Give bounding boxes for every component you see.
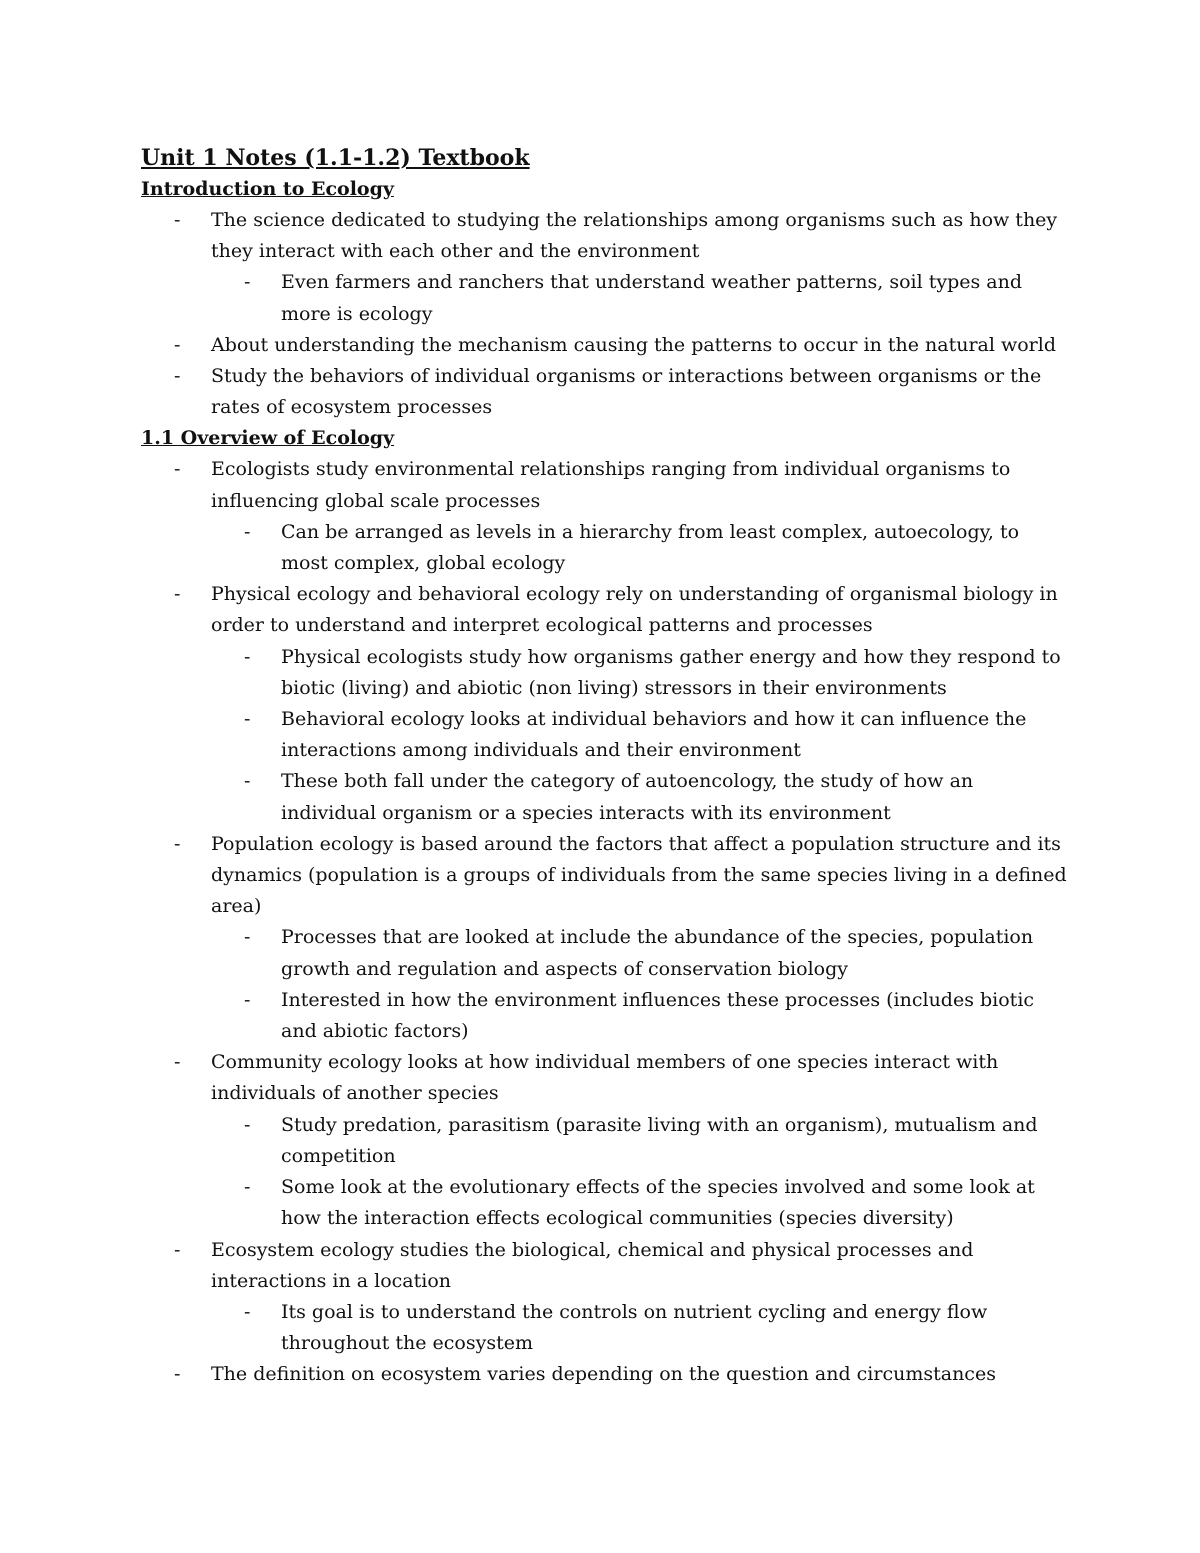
sub-list-item	[211, 704, 1071, 766]
sub-bullet-list	[211, 922, 1071, 1047]
sub-list-item-text: Some look at the evolutionary effects of the species involved and some look at how the interaction effects ecological communities (species diversity)	[281, 1176, 1035, 1230]
sub-bullet-list	[211, 1297, 1071, 1359]
bullet-dash: -	[244, 708, 251, 731]
list-item-text: Population ecology is based around the factors that affect a population structure and its dynamics (population is a groups of individuals from the same species living in a defined area)	[211, 832, 1067, 918]
list-item	[141, 1359, 1071, 1390]
bullet-list	[141, 454, 1071, 1390]
bullet-dash: -	[174, 458, 181, 481]
bullet-dash: -	[174, 333, 181, 356]
list-item	[141, 330, 1071, 361]
list-item-text: The definition on ecosystem varies depending on the question and circumstances	[211, 1363, 996, 1386]
list-item	[141, 361, 1071, 423]
sub-list-item-text: Even farmers and ranchers that understand weather patterns, soil types and more is ecology	[281, 271, 1022, 325]
sub-list-item	[211, 642, 1071, 704]
bullet-dash: -	[244, 520, 251, 543]
section-heading: Introduction to Ecology	[141, 178, 394, 200]
sub-list-item	[211, 517, 1071, 579]
bullet-dash: -	[244, 271, 251, 294]
sub-list-item-text: Physical ecologists study how organisms gather energy and how they respond to biotic (living) and abiotic (non living) stressors in their environments	[281, 645, 1061, 699]
sub-list-item	[211, 766, 1071, 828]
sub-list-item-text: Behavioral ecology looks at individual behaviors and how it can influence the interactions among individuals and their environment	[281, 708, 1027, 762]
bullet-dash: -	[174, 1051, 181, 1074]
sub-list-item	[211, 1297, 1071, 1359]
list-item-text: Physical ecology and behavioral ecology rely on understanding of organismal biology in order to understand and interpret ecological patterns and processes	[211, 583, 1058, 637]
bullet-list	[141, 205, 1071, 423]
sections-container	[141, 174, 1071, 1391]
sub-bullet-list	[211, 1110, 1071, 1235]
sub-list-item	[211, 1110, 1071, 1172]
sub-list-item-text: Its goal is to understand the controls on nutrient cycling and energy flow throughout the ecosystem	[281, 1300, 988, 1355]
sub-list-item-text: Processes that are looked at include the abundance of the species, population growth and regulation and aspects of conservation biology	[281, 926, 1034, 980]
bullet-dash: -	[174, 365, 181, 388]
bullet-dash: -	[244, 988, 251, 1011]
bullet-dash: -	[244, 645, 251, 668]
document-title: Unit 1 Notes (1.1-1.2) Textbook	[141, 145, 530, 171]
bullet-dash: -	[174, 1238, 181, 1261]
list-item	[141, 829, 1071, 1047]
list-item	[141, 1235, 1071, 1360]
list-item-text: Study the behaviors of individual organisms or interactions between organisms or the rates of ecosystem processes	[211, 365, 1042, 419]
document-body	[141, 142, 1071, 1391]
bullet-dash: -	[244, 1113, 251, 1136]
bullet-dash: -	[174, 1363, 181, 1386]
bullet-dash: -	[244, 770, 251, 793]
sub-list-item-text: Interested in how the environment influences these processes (includes biotic and abiotic factors)	[281, 988, 1035, 1043]
sub-list-item-text: Can be arranged as levels in a hierarchy from least complex, autoecology, to most complex, global ecology	[281, 520, 1020, 575]
list-item	[141, 579, 1071, 829]
bullet-dash: -	[244, 926, 251, 949]
list-item	[141, 205, 1071, 330]
sub-bullet-list	[211, 517, 1071, 579]
section-heading: 1.1 Overview of Ecology	[141, 427, 395, 450]
sub-list-item	[211, 922, 1071, 984]
sub-bullet-list	[211, 642, 1071, 829]
sub-list-item	[211, 267, 1071, 329]
list-item	[141, 1047, 1071, 1234]
sub-bullet-list	[211, 267, 1071, 329]
sub-list-item-text: Study predation, parasitism (parasite living with an organism), mutualism and competition	[281, 1113, 1038, 1167]
list-item-text: Ecologists study environmental relationships ranging from individual organisms to influencing global scale processes	[211, 458, 1011, 512]
sub-list-item-text: These both fall under the category of autoencology, the study of how an individual organism or a species interacts with its environment	[281, 770, 974, 824]
bullet-dash: -	[174, 583, 181, 606]
list-item	[141, 454, 1071, 579]
list-item-text: About understanding the mechanism causing the patterns to occur in the natural world	[211, 333, 1056, 356]
bullet-dash: -	[244, 1176, 251, 1199]
list-item-text: Ecosystem ecology studies the biological, chemical and physical processes and interactions in a location	[211, 1238, 974, 1292]
bullet-dash: -	[174, 832, 181, 855]
list-item-text: The science dedicated to studying the relationships among organisms such as how they they interact with each other and the environment	[211, 209, 1058, 263]
list-item-text: Community ecology looks at how individual members of one species interact with individuals of another species	[211, 1051, 999, 1105]
sub-list-item	[211, 1172, 1071, 1234]
bullet-dash: -	[244, 1300, 251, 1323]
sub-list-item	[211, 985, 1071, 1047]
bullet-dash: -	[174, 209, 181, 231]
